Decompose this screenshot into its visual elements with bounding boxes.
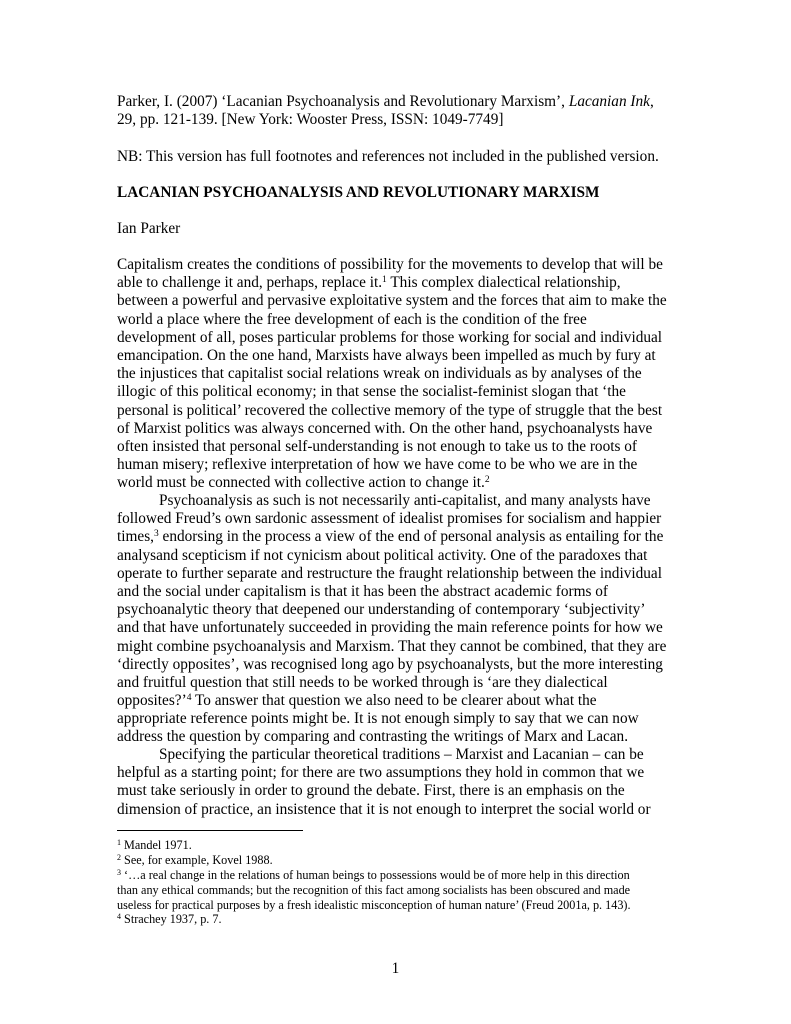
body-text: To answer that question we also need to be clearer about what the [191, 692, 597, 710]
footnote-marker: 2 [117, 852, 121, 862]
footnote-ref-4[interactable]: 4 [186, 693, 192, 704]
body-line: Psychoanalysis as such is not necessarily anti-capitalist, and many analysts have [159, 492, 651, 509]
body-line: Capitalism creates the conditions of possibility for the movements to develop that will be [117, 256, 663, 273]
article-title-text: LACANIAN PSYCHOANALYSIS AND REVOLUTIONARY MARXISM [117, 184, 600, 201]
body-line: analysand scepticism if not cynicism about political activity. One of the paradoxes that [117, 546, 648, 564]
citation-punct: , [649, 93, 654, 110]
body-text: endorsing in the process a view of the end of personal analysis as entailing for the [158, 528, 664, 546]
body-text: opposites?’ [117, 692, 187, 710]
body-line: development of all, poses particular problems for those working for social and individual [117, 328, 663, 346]
footnote-text: See, for example, Kovel 1988. [121, 852, 273, 867]
body-line: and that have unfortunately succeeded in providing the main reference points for how we [117, 619, 663, 637]
body-line: followed Freud’s own sardonic assessment of idealist promises for socialism and happier [117, 510, 662, 528]
footnote-ref-1[interactable]: 1 [382, 275, 387, 286]
body-line: and fruitful question that still needs to be worked through is ‘are they dialectical [117, 673, 608, 691]
journal-name: Lacanian Ink [568, 93, 650, 110]
body-line: of Marxist politics was always concerned with. On the other hand, psychoanalysts have [117, 419, 653, 437]
footnote-ref-2[interactable]: 2 [484, 475, 490, 486]
author-name [117, 220, 682, 238]
body-line: appropriate reference points might be. It is not enough simply to say that we can now [117, 710, 639, 728]
citation-line-2: 29, pp. 121-139. [New York: Wooster Press, ISSN: 1049-7749] [117, 111, 504, 129]
body-line: illogic of this political economy; in that sense the socialist-feminist slogan that ‘the [117, 383, 626, 401]
body-line: might combine psychoanalysis and Marxism. That they cannot be combined, that they are [117, 637, 667, 655]
version-note [117, 148, 682, 166]
body-line: between a powerful and pervasive exploitative system and the forces that aim to make the [117, 292, 667, 310]
body-line: Specifying the particular theoretical traditions – Marxist and Lacanian – can be [159, 746, 644, 763]
body-text: times, [117, 528, 154, 546]
footnote-marker: 1 [117, 838, 121, 847]
body-paragraph-3 [117, 746, 682, 819]
footnote-marker: 3 [117, 867, 121, 877]
citation [117, 93, 682, 129]
body-text: world must be connected with collective action to change it. [117, 474, 485, 492]
footnote-text: Mandel 1971. [121, 838, 192, 852]
body-line: must take seriously in order to ground the debate. First, there is an emphasis on the [117, 782, 625, 800]
footnote-3-cont: useless for practical purposes by a fresh idealistic misconception of human nature’ (Freud 2001a, p. 143). [117, 897, 631, 912]
page-number: 1 [391, 960, 400, 977]
body-line: the injustices that capitalist social relations wreak on individuals as by analyses of the [117, 365, 642, 383]
footnote-4 [117, 912, 697, 927]
footnote-3 [117, 868, 697, 883]
body-text: able to challenge it and, perhaps, replace it. [117, 274, 383, 292]
citation-line-1 [117, 93, 682, 111]
body-line: personal is political’ recovered the collective memory of the type of struggle that the best [117, 401, 663, 419]
footnote-ref-3[interactable]: 3 [153, 529, 159, 540]
footnote-marker: 4 [117, 912, 121, 922]
body-paragraph-2 [117, 492, 682, 747]
body-text: This complex dialectical relationship, [386, 274, 621, 292]
body-paragraph-1 [117, 256, 682, 492]
footnote-text: Strachey 1937, p. 7. [121, 912, 222, 927]
body-line [117, 692, 682, 710]
footnote-text: ‘…a real change in the relations of human beings to possessions would be of more help in this direction [121, 867, 630, 882]
body-line: often insisted that personal self-understanding is not enough to take us to the roots of [117, 437, 637, 455]
body-line: helpful as a starting point; for there are two assumptions they hold in common that we [117, 764, 645, 782]
body-line: human misery; reflexive interpretation of how we have come to be who we are in the [117, 456, 638, 474]
body-line: dimension of practice, an insistence that it is not enough to interpret the social world or [117, 800, 651, 818]
body-line: address the question by comparing and contrasting the writings of Marx and Lacan. [117, 728, 629, 746]
article-title [117, 184, 682, 202]
citation-authors: Parker, I. (2007) ‘Lacanian Psychoanalysis and Revolutionary Marxism’, [117, 93, 569, 110]
footnote-2 [117, 853, 697, 868]
body-line: and the social under capitalism is that it has been the abstract academic forms of [117, 582, 609, 600]
body-line: world a place where the free development of each is the condition of the free [117, 310, 587, 328]
body-line [117, 474, 682, 492]
footnotes [117, 838, 697, 927]
version-note-text: NB: This version has full footnotes and references not included in the published version. [117, 148, 659, 165]
body-line: emancipation. On the one hand, Marxists have always been impelled as much by fury at [117, 346, 656, 364]
body-line: operate to further separate and restructure the fraught relationship between the individual [117, 564, 662, 582]
footnote-1 [117, 838, 697, 853]
footnote-separator [117, 830, 303, 831]
body-line [117, 528, 682, 546]
body-line [117, 274, 682, 292]
body-line: psychoanalytic theory that deepened our understanding of contemporary ‘subjectivity’ [117, 601, 646, 619]
author-name-text: Ian Parker [117, 220, 181, 237]
body-line: ‘directly opposites’, was recognised long ago by psychoanalysts, but the more interesting [117, 655, 663, 673]
footnote-3-cont: than any ethical commands; but the recognition of this fact among socialists has been obscured and made [117, 882, 631, 897]
